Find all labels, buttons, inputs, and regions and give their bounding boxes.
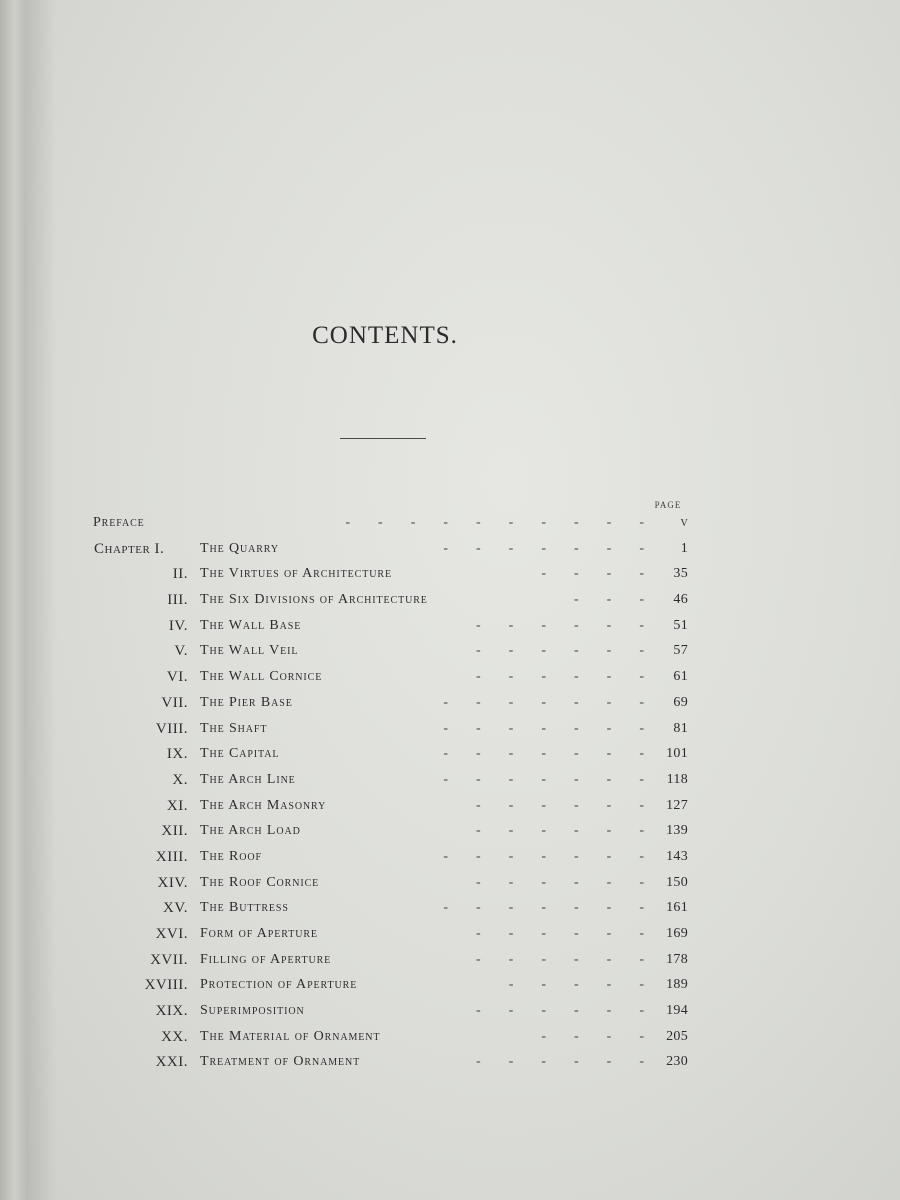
- toc-entry-page: 127: [666, 797, 688, 813]
- toc-entry-number: Chapter I.: [94, 540, 165, 557]
- toc-entry-number: XVI.: [155, 926, 188, 942]
- toc-entry-page: 205: [666, 1028, 688, 1044]
- toc-entry-title: Filling of Aperture: [200, 951, 332, 967]
- toc-entry-number: II.: [172, 566, 188, 583]
- toc-entry-title: The Buttress: [200, 900, 289, 916]
- toc-entry-number: XX.: [161, 1028, 188, 1045]
- toc-entry[interactable]: [0, 666, 900, 692]
- toc-entry-leader: - - - - - -: [476, 1054, 644, 1070]
- toc-entry-number: IV.: [168, 617, 188, 634]
- toc-entry-leader: - - - - - - -: [443, 720, 644, 736]
- toc-entry-page: 169: [666, 926, 688, 941]
- toc-entry-leader: - - - - - - -: [443, 848, 644, 864]
- toc-entry-title: The Capital: [200, 746, 280, 762]
- toc-entry-page: 69: [673, 694, 688, 710]
- toc-entry-title: The Wall Cornice: [200, 669, 323, 685]
- toc-entry-title: Form of Aperture: [200, 926, 318, 941]
- toc-entry[interactable]: [0, 563, 900, 589]
- toc-entry-leader: - - - - - - -: [443, 746, 644, 762]
- toc-entry[interactable]: [0, 1000, 900, 1026]
- toc-entry-number: VIII.: [155, 720, 188, 737]
- toc-entry-title: The Virtues of Architecture: [200, 566, 392, 582]
- toc-entry-number: XV.: [163, 900, 188, 917]
- toc-entry-leader: - - - - - - -: [443, 694, 644, 710]
- toc-entry-number: XIII.: [155, 848, 188, 865]
- toc-entry-title: The Arch Line: [200, 771, 296, 787]
- toc-entry-page: 178: [666, 951, 688, 967]
- toc-entry-title: The Wall Base: [200, 617, 302, 633]
- toc-entry-title: The Quarry: [200, 540, 279, 556]
- toc-entry-leader: - - - - - -: [476, 874, 644, 890]
- title-rule: [340, 438, 426, 439]
- toc-entry[interactable]: [0, 512, 900, 538]
- toc-entry-leader: - - - - - -: [476, 797, 644, 813]
- toc-entry-page: 57: [673, 643, 688, 659]
- toc-entry-title: The Arch Load: [200, 823, 301, 839]
- toc-entry-number: XIV.: [157, 874, 188, 891]
- toc-entry-page: 61: [673, 669, 688, 685]
- toc-entry-page: 230: [666, 1054, 688, 1070]
- toc-entry-page: 1: [680, 540, 688, 556]
- toc-entry[interactable]: [0, 1026, 900, 1052]
- toc-entry-page: v: [680, 515, 688, 530]
- toc-entry-page: 143: [666, 848, 688, 864]
- toc-entry-leader: - - - - - -: [476, 1003, 644, 1019]
- toc-entry[interactable]: [0, 743, 900, 769]
- toc-entry-title: The Roof Cornice: [200, 874, 320, 890]
- toc-entry[interactable]: [0, 1051, 900, 1077]
- toc-entry-title: Treatment of Ornament: [200, 1054, 361, 1070]
- page-title: CONTENTS.: [312, 322, 458, 349]
- table-of-contents: [0, 512, 900, 1077]
- toc-entry[interactable]: [0, 974, 900, 1000]
- toc-entry-title: The Wall Veil: [200, 643, 299, 659]
- toc-entry-leader: - - - - - -: [476, 926, 644, 941]
- toc-entry-title: The Arch Masonry: [200, 797, 327, 813]
- toc-entry[interactable]: [0, 846, 900, 872]
- toc-entry-number: VI.: [166, 669, 188, 686]
- toc-entry-number: IX.: [166, 746, 188, 763]
- toc-entry[interactable]: [0, 589, 900, 615]
- toc-entry-leader: - - - - - - -: [443, 900, 644, 916]
- toc-entry-number: X.: [172, 771, 188, 788]
- toc-entry-page: 150: [666, 874, 688, 890]
- toc-entry-leader: - - - -: [541, 566, 644, 582]
- toc-entry-leader: - - - - - -: [476, 617, 644, 633]
- toc-entry-page: 189: [666, 977, 688, 993]
- toc-entry-number: VII.: [161, 694, 188, 711]
- toc-entry-number: XI.: [166, 797, 188, 814]
- toc-entry-page: 118: [666, 771, 688, 787]
- toc-entry[interactable]: [0, 872, 900, 898]
- toc-entry-leader: - - -: [574, 592, 644, 608]
- toc-entry-title: The Six Divisions of Architecture: [200, 592, 428, 608]
- toc-entry[interactable]: [0, 718, 900, 744]
- toc-entry-leader: - - - -: [541, 1028, 644, 1044]
- toc-entry-title: Protection of Aperture: [200, 977, 358, 993]
- toc-entry[interactable]: [0, 640, 900, 666]
- toc-entry-page: 46: [673, 592, 688, 608]
- toc-entry[interactable]: [0, 769, 900, 795]
- toc-entry-leader: - - - - - -: [476, 669, 644, 685]
- toc-entry-title: The Pier Base: [200, 694, 293, 710]
- toc-entry[interactable]: [0, 692, 900, 718]
- toc-entry-page: 35: [673, 566, 688, 582]
- toc-entry[interactable]: [0, 820, 900, 846]
- toc-entry[interactable]: [0, 897, 900, 923]
- toc-entry-number: V.: [174, 643, 188, 660]
- toc-entry[interactable]: [0, 538, 900, 564]
- toc-entry-page: 194: [666, 1003, 688, 1019]
- toc-entry-leader: - - - - - - - - - -: [345, 515, 644, 530]
- toc-entry-title: The Material of Ornament: [200, 1028, 381, 1044]
- page-column-header: PAGE: [654, 500, 682, 510]
- toc-entry[interactable]: [0, 615, 900, 641]
- toc-entry-leader: - - - - - -: [476, 951, 644, 967]
- toc-entry[interactable]: [0, 795, 900, 821]
- toc-entry-page: 81: [673, 720, 688, 736]
- toc-entry-leader: - - - - - -: [476, 643, 644, 659]
- toc-entry-number: XIX.: [155, 1003, 188, 1020]
- toc-entry[interactable]: [0, 949, 900, 975]
- toc-entry-title: The Roof: [200, 848, 262, 864]
- toc-entry-number: XXI.: [155, 1054, 188, 1071]
- toc-entry-title: Superimposition: [200, 1003, 305, 1019]
- toc-entry-page: 139: [666, 823, 688, 839]
- toc-entry-leader: - - - - - - -: [443, 540, 644, 556]
- toc-entry-page: 101: [666, 746, 688, 762]
- toc-entry-number: XII.: [161, 823, 188, 840]
- toc-entry-leader: - - - - - -: [476, 823, 644, 839]
- toc-entry-leader: - - - - -: [508, 977, 644, 993]
- toc-entry-page: 51: [673, 617, 688, 633]
- toc-entry-number: XVII.: [150, 951, 188, 968]
- toc-entry[interactable]: [0, 923, 900, 949]
- toc-entry-number: XVIII.: [144, 977, 188, 994]
- toc-entry-title: Preface: [93, 515, 145, 530]
- toc-entry-page: 161: [666, 900, 688, 916]
- toc-entry-number: III.: [167, 592, 188, 609]
- toc-entry-leader: - - - - - - -: [443, 771, 644, 787]
- toc-entry-title: The Shaft: [200, 720, 268, 736]
